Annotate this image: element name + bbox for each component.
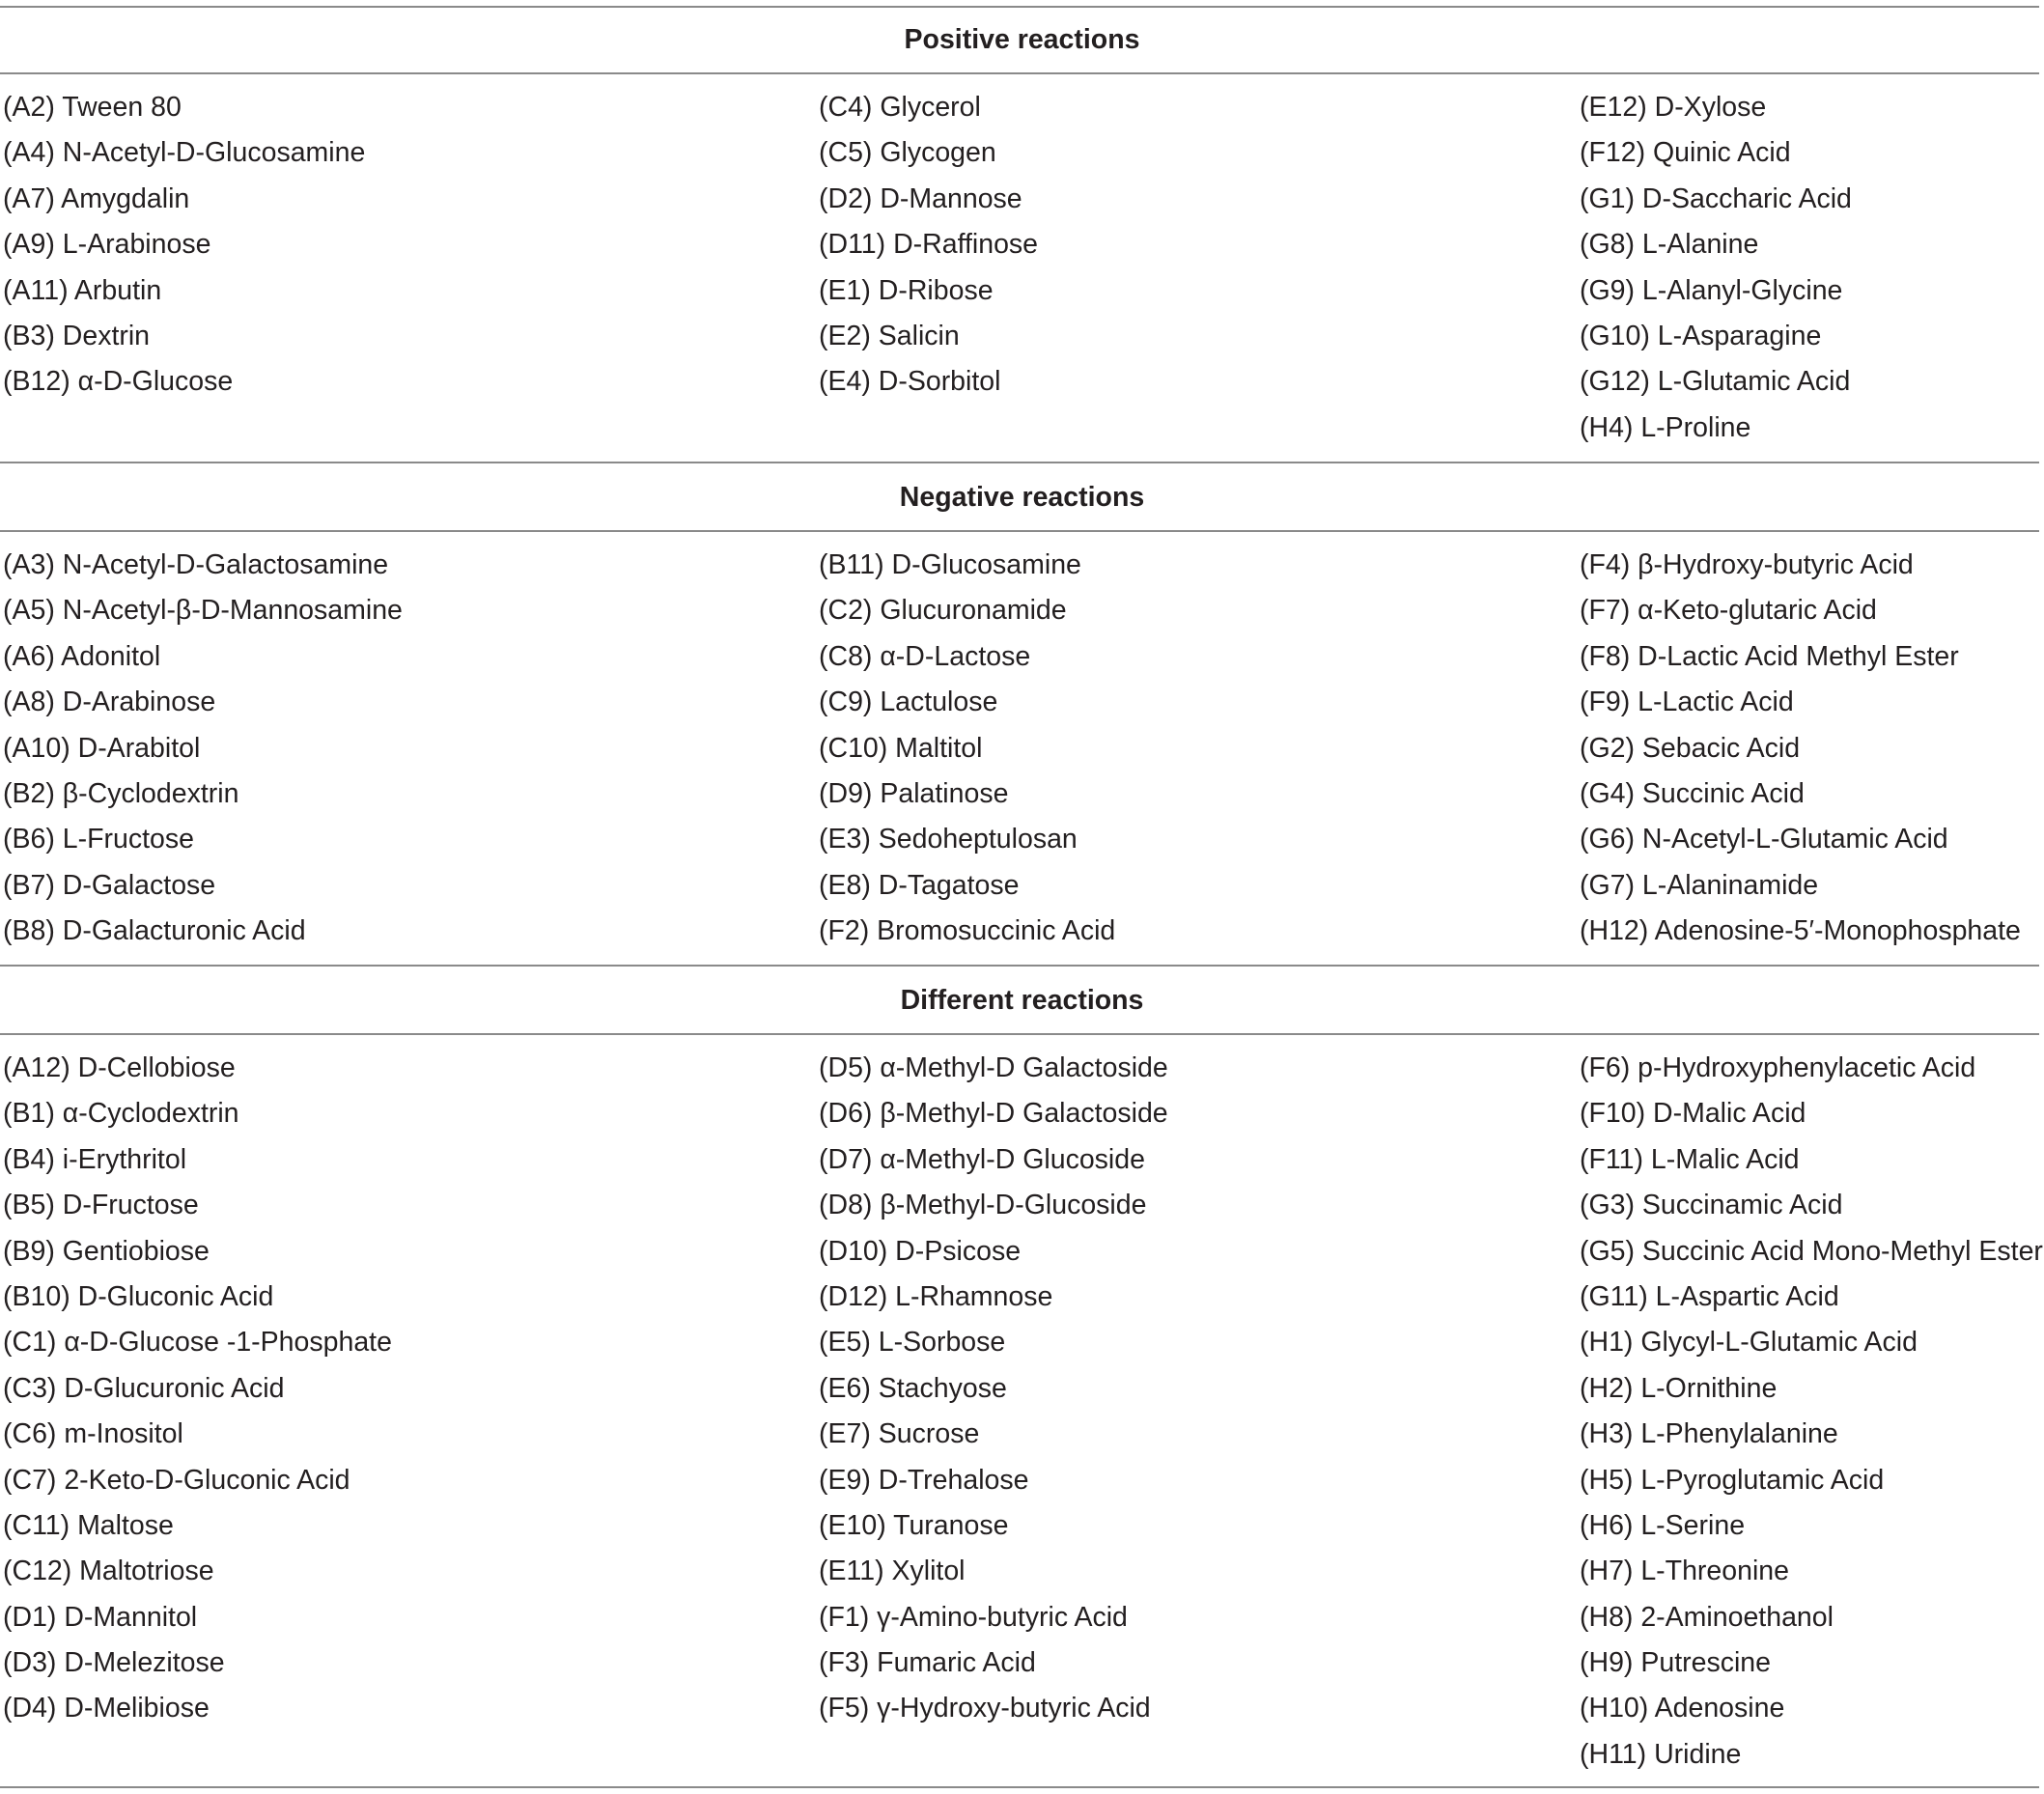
section-rule-different bbox=[0, 1033, 2039, 1035]
substrate-cell: (C5) Glycogen bbox=[819, 137, 996, 169]
substrate-cell: (B6) L-Fructose bbox=[3, 824, 194, 855]
section-rule-negative bbox=[0, 530, 2039, 532]
substrate-cell: (G3) Succinamic Acid bbox=[1580, 1190, 1843, 1221]
substrate-cell: (E9) D-Trehalose bbox=[819, 1464, 1029, 1496]
substrate-cell: (B8) D-Galacturonic Acid bbox=[3, 915, 306, 947]
substrate-cell: (C8) α-D-Lactose bbox=[819, 640, 1031, 672]
substrate-cell: (H12) Adenosine-5′-Monophosphate bbox=[1580, 915, 2021, 947]
substrate-cell: (D6) β-Methyl-D Galactoside bbox=[819, 1098, 1168, 1130]
section-title-different: Different reactions bbox=[900, 985, 1144, 1016]
substrate-cell: (F11) L-Malic Acid bbox=[1580, 1143, 1800, 1175]
substrate-cell: (E11) Xylitol bbox=[819, 1556, 966, 1587]
substrate-cell: (D2) D-Mannose bbox=[819, 182, 1022, 214]
substrate-cell: (G7) L-Alaninamide bbox=[1580, 869, 1819, 901]
substrate-cell: (A3) N-Acetyl-D-Galactosamine bbox=[3, 549, 389, 580]
substrate-cell: (F9) L-Lactic Acid bbox=[1580, 687, 1794, 718]
substrate-cell: (F10) D-Malic Acid bbox=[1580, 1098, 1806, 1130]
different-column-3 bbox=[1580, 1046, 2043, 1778]
different-column-1 bbox=[3, 1046, 392, 1732]
divider-positive-negative bbox=[0, 462, 2039, 463]
substrate-cell: (E6) Stachyose bbox=[819, 1372, 1007, 1404]
substrate-cell: (H2) L-Ornithine bbox=[1580, 1372, 1778, 1404]
positive-column-1 bbox=[3, 85, 365, 406]
substrate-cell: (C2) Glucuronamide bbox=[819, 595, 1067, 627]
substrate-cell: (G10) L-Asparagine bbox=[1580, 320, 1822, 351]
substrate-cell: (C7) 2-Keto-D-Gluconic Acid bbox=[3, 1464, 350, 1496]
divider-negative-different bbox=[0, 965, 2039, 967]
substrate-cell: (C10) Maltitol bbox=[819, 732, 983, 764]
substrate-cell: (D1) D-Mannitol bbox=[3, 1601, 198, 1633]
substrate-cell: (A11) Arbutin bbox=[3, 274, 162, 306]
substrate-cell: (D9) Palatinose bbox=[819, 777, 1009, 809]
substrate-cell: (F5) γ-Hydroxy-butyric Acid bbox=[819, 1693, 1151, 1724]
substrate-cell: (A2) Tween 80 bbox=[3, 92, 182, 123]
negative-column-2 bbox=[819, 543, 1115, 955]
section-title-negative: Negative reactions bbox=[899, 482, 1145, 513]
substrate-cell: (C3) D-Glucuronic Acid bbox=[3, 1372, 285, 1404]
substrate-cell: (C1) α-D-Glucose -1-Phosphate bbox=[3, 1327, 392, 1359]
substrate-cell: (D7) α-Methyl-D Glucoside bbox=[819, 1143, 1145, 1175]
bottom-rule bbox=[0, 1786, 2039, 1788]
substrate-cell: (H10) Adenosine bbox=[1580, 1693, 1785, 1724]
substrate-cell: (E4) D-Sorbitol bbox=[819, 366, 1001, 398]
substrate-cell: (G2) Sebacic Acid bbox=[1580, 732, 1801, 764]
substrate-cell: (A9) L-Arabinose bbox=[3, 229, 211, 261]
substrate-cell: (E5) L-Sorbose bbox=[819, 1327, 1006, 1359]
substrate-cell: (B3) Dextrin bbox=[3, 320, 151, 351]
substrate-cell: (B12) α-D-Glucose bbox=[3, 366, 234, 398]
substrate-cell: (H5) L-Pyroglutamic Acid bbox=[1580, 1464, 1885, 1496]
substrate-cell: (D5) α-Methyl-D Galactoside bbox=[819, 1052, 1168, 1083]
substrate-cell: (H4) L-Proline bbox=[1580, 411, 1751, 443]
substrate-cell: (A7) Amygdalin bbox=[3, 182, 190, 214]
substrate-cell: (F2) Bromosuccinic Acid bbox=[819, 915, 1116, 947]
substrate-cell: (E7) Sucrose bbox=[819, 1418, 980, 1450]
substrate-cell: (D10) D-Psicose bbox=[819, 1235, 1022, 1267]
substrate-cell: (E8) D-Tagatose bbox=[819, 869, 1020, 901]
positive-column-3 bbox=[1580, 85, 1852, 451]
substrate-cell: (G12) L-Glutamic Acid bbox=[1580, 366, 1851, 398]
substrate-cell: (G11) L-Aspartic Acid bbox=[1580, 1280, 1839, 1312]
substrate-cell: (B9) Gentiobiose bbox=[3, 1235, 210, 1267]
substrate-cell: (G8) L-Alanine bbox=[1580, 229, 1759, 261]
section-rule-positive bbox=[0, 72, 2039, 74]
substrate-cell: (F12) Quinic Acid bbox=[1580, 137, 1791, 169]
substrate-cell: (G9) L-Alanyl-Glycine bbox=[1580, 274, 1843, 306]
substrate-cell: (G5) Succinic Acid Mono-Methyl Ester bbox=[1580, 1235, 2043, 1267]
substrate-cell: (G4) Succinic Acid bbox=[1580, 777, 1805, 809]
substrate-cell: (F7) α-Keto-glutaric Acid bbox=[1580, 595, 1877, 627]
substrate-cell: (C11) Maltose bbox=[3, 1509, 174, 1541]
substrate-cell: (B11) D-Glucosamine bbox=[819, 549, 1081, 580]
substrate-cell: (B10) D-Gluconic Acid bbox=[3, 1280, 274, 1312]
section-title-positive: Positive reactions bbox=[904, 24, 1140, 55]
different-column-2 bbox=[819, 1046, 1168, 1732]
substrate-cell: (A8) D-Arabinose bbox=[3, 687, 216, 718]
substrate-cell: (C6) m-Inositol bbox=[3, 1418, 183, 1450]
substrate-cell: (F6) p-Hydroxyphenylacetic Acid bbox=[1580, 1052, 1976, 1083]
substrate-cell: (B2) β-Cyclodextrin bbox=[3, 777, 239, 809]
substrate-cell: (B4) i-Erythritol bbox=[3, 1143, 187, 1175]
substrate-cell: (E12) D-Xylose bbox=[1580, 92, 1767, 123]
substrate-cell: (C9) Lactulose bbox=[819, 687, 998, 718]
substrate-cell: (B7) D-Galactose bbox=[3, 869, 216, 901]
substrate-cell: (A4) N-Acetyl-D-Glucosamine bbox=[3, 137, 366, 169]
substrate-cell: (F4) β-Hydroxy-butyric Acid bbox=[1580, 549, 1914, 580]
substrate-cell: (A6) Adonitol bbox=[3, 640, 161, 672]
substrate-cell: (H7) L-Threonine bbox=[1580, 1556, 1790, 1587]
substrate-cell: (E1) D-Ribose bbox=[819, 274, 994, 306]
substrate-cell: (C12) Maltotriose bbox=[3, 1556, 214, 1587]
negative-column-3 bbox=[1580, 543, 2021, 955]
substrate-cell: (A10) D-Arabitol bbox=[3, 732, 201, 764]
substrate-cell: (H8) 2-Aminoethanol bbox=[1580, 1601, 1834, 1633]
substrate-cell: (E2) Salicin bbox=[819, 320, 960, 351]
substrate-cell: (D12) L-Rhamnose bbox=[819, 1280, 1053, 1312]
substrate-cell: (A5) N-Acetyl-β-D-Mannosamine bbox=[3, 595, 403, 627]
substrate-cell: (B1) α-Cyclodextrin bbox=[3, 1098, 239, 1130]
substrate-cell: (D4) D-Melibiose bbox=[3, 1693, 210, 1724]
negative-column-1 bbox=[3, 543, 403, 955]
substrate-cell: (D11) D-Raffinose bbox=[819, 229, 1039, 261]
positive-column-2 bbox=[819, 85, 1038, 406]
substrate-cell: (F3) Fumaric Acid bbox=[819, 1647, 1036, 1679]
substrate-cell: (H1) Glycyl-L-Glutamic Acid bbox=[1580, 1327, 1918, 1359]
substrate-cell: (C4) Glycerol bbox=[819, 92, 981, 123]
substrate-cell: (H6) L-Serine bbox=[1580, 1509, 1746, 1541]
substrate-cell: (B5) D-Fructose bbox=[3, 1190, 199, 1221]
top-rule bbox=[0, 6, 2039, 8]
substrate-cell: (D3) D-Melezitose bbox=[3, 1647, 225, 1679]
substrate-cell: (G1) D-Saccharic Acid bbox=[1580, 182, 1852, 214]
substrate-cell: (E10) Turanose bbox=[819, 1509, 1009, 1541]
substrate-cell: (F8) D-Lactic Acid Methyl Ester bbox=[1580, 640, 1959, 672]
substrate-cell: (H9) Putrescine bbox=[1580, 1647, 1771, 1679]
substrate-cell: (H11) Uridine bbox=[1580, 1738, 1742, 1770]
substrate-cell: (E3) Sedoheptulosan bbox=[819, 824, 1078, 855]
substrate-cell: (H3) L-Phenylalanine bbox=[1580, 1418, 1838, 1450]
substrate-cell: (D8) β-Methyl-D-Glucoside bbox=[819, 1190, 1147, 1221]
substrate-cell: (G6) N-Acetyl-L-Glutamic Acid bbox=[1580, 824, 1948, 855]
substrate-cell: (A12) D-Cellobiose bbox=[3, 1052, 236, 1083]
substrate-cell: (F1) γ-Amino-butyric Acid bbox=[819, 1601, 1128, 1633]
